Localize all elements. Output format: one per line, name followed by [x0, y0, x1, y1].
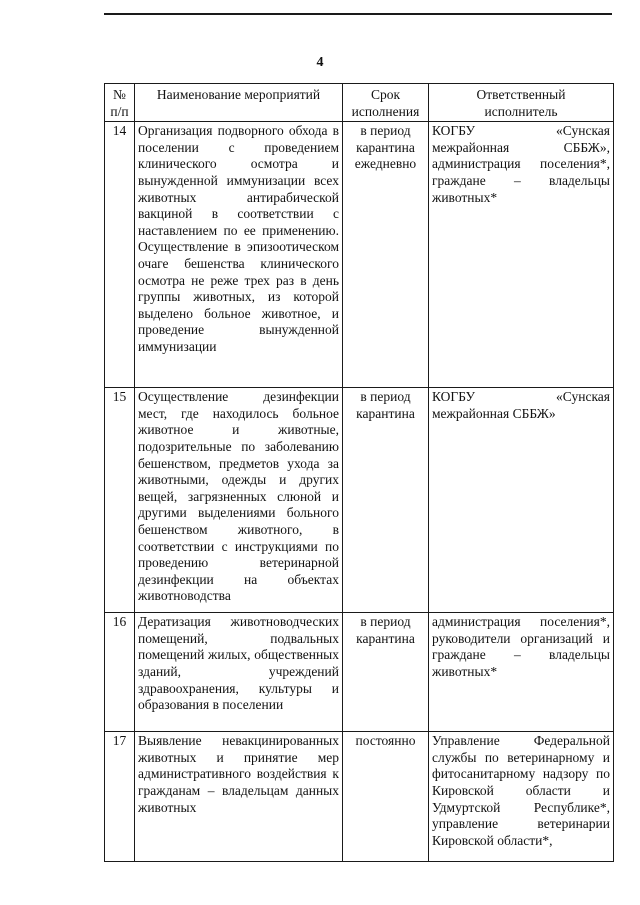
- table-row: [105, 732, 614, 862]
- row-name: Организация подворного обхода в поселении с проведением клинического осмотра и вынужденной иммунизации всех животных антирабической вакциной в соответствии с наставлением по ее применению. Осуществление в эпизоотическом очаге бешенства клинического осмотра не реже трех раз в день группы животных, из которой выделено больное животное, и проведение вынужденной иммунизации: [135, 122, 343, 388]
- table-row: [105, 613, 614, 732]
- top-rule: [104, 13, 612, 15]
- row-responsible: Управление Федеральной службы по ветеринарному и фитосанитарному надзору по Кировской области и Удмуртской Республике*, управление ветеринарии Кировской области*,: [429, 732, 614, 862]
- header-num: № п/п: [105, 84, 135, 122]
- table-row: [105, 122, 614, 388]
- header-row: [105, 84, 614, 122]
- table-header: [105, 84, 614, 122]
- header-responsible: Ответственный исполнитель: [429, 84, 614, 122]
- header-name: Наименование мероприятий: [135, 84, 343, 122]
- measures-table: [104, 83, 614, 862]
- page-number: 4: [316, 55, 324, 70]
- header-term: Срок исполнения: [343, 84, 429, 122]
- row-name: Осуществление дезинфекции мест, где находилось больное животное и животные, подозрительные по заболеванию бешенством, предметов ухода за животными, одежды и других вещей, загрязненных слюной и другими выделениями больного бешенством животного, в соответствии с инструкциями по проведению ветеринарной дезинфекции на объектах животноводства: [135, 388, 343, 613]
- row-term: постоянно: [343, 732, 429, 862]
- row-num: 17: [105, 732, 135, 862]
- row-responsible: администрация поселения*, руководители организаций и граждане – владельцы животных*: [429, 613, 614, 732]
- row-responsible: КОГБУ «Сунская межрайонная СББЖ», администрация поселения*, граждане – владельцы животных*: [429, 122, 614, 388]
- row-responsible: КОГБУ «Сунская межрайонная СББЖ»: [429, 388, 614, 613]
- row-term: в период карантина: [343, 613, 429, 732]
- row-term: в период карантина: [343, 388, 429, 613]
- row-name: Выявление невакцинированных животных и принятие мер административного воздействия к гражданам – владельцам данных животных: [135, 732, 343, 862]
- table-row: [105, 388, 614, 613]
- row-num: 16: [105, 613, 135, 732]
- table-body: [105, 122, 614, 862]
- row-num: 14: [105, 122, 135, 388]
- row-num: 15: [105, 388, 135, 613]
- row-term: в период карантина ежедневно: [343, 122, 429, 388]
- row-name: Дератизация животноводческих помещений, подвальных помещений жилых, общественных зданий, учреждений здравоохранения, культуры и образования в поселении: [135, 613, 343, 732]
